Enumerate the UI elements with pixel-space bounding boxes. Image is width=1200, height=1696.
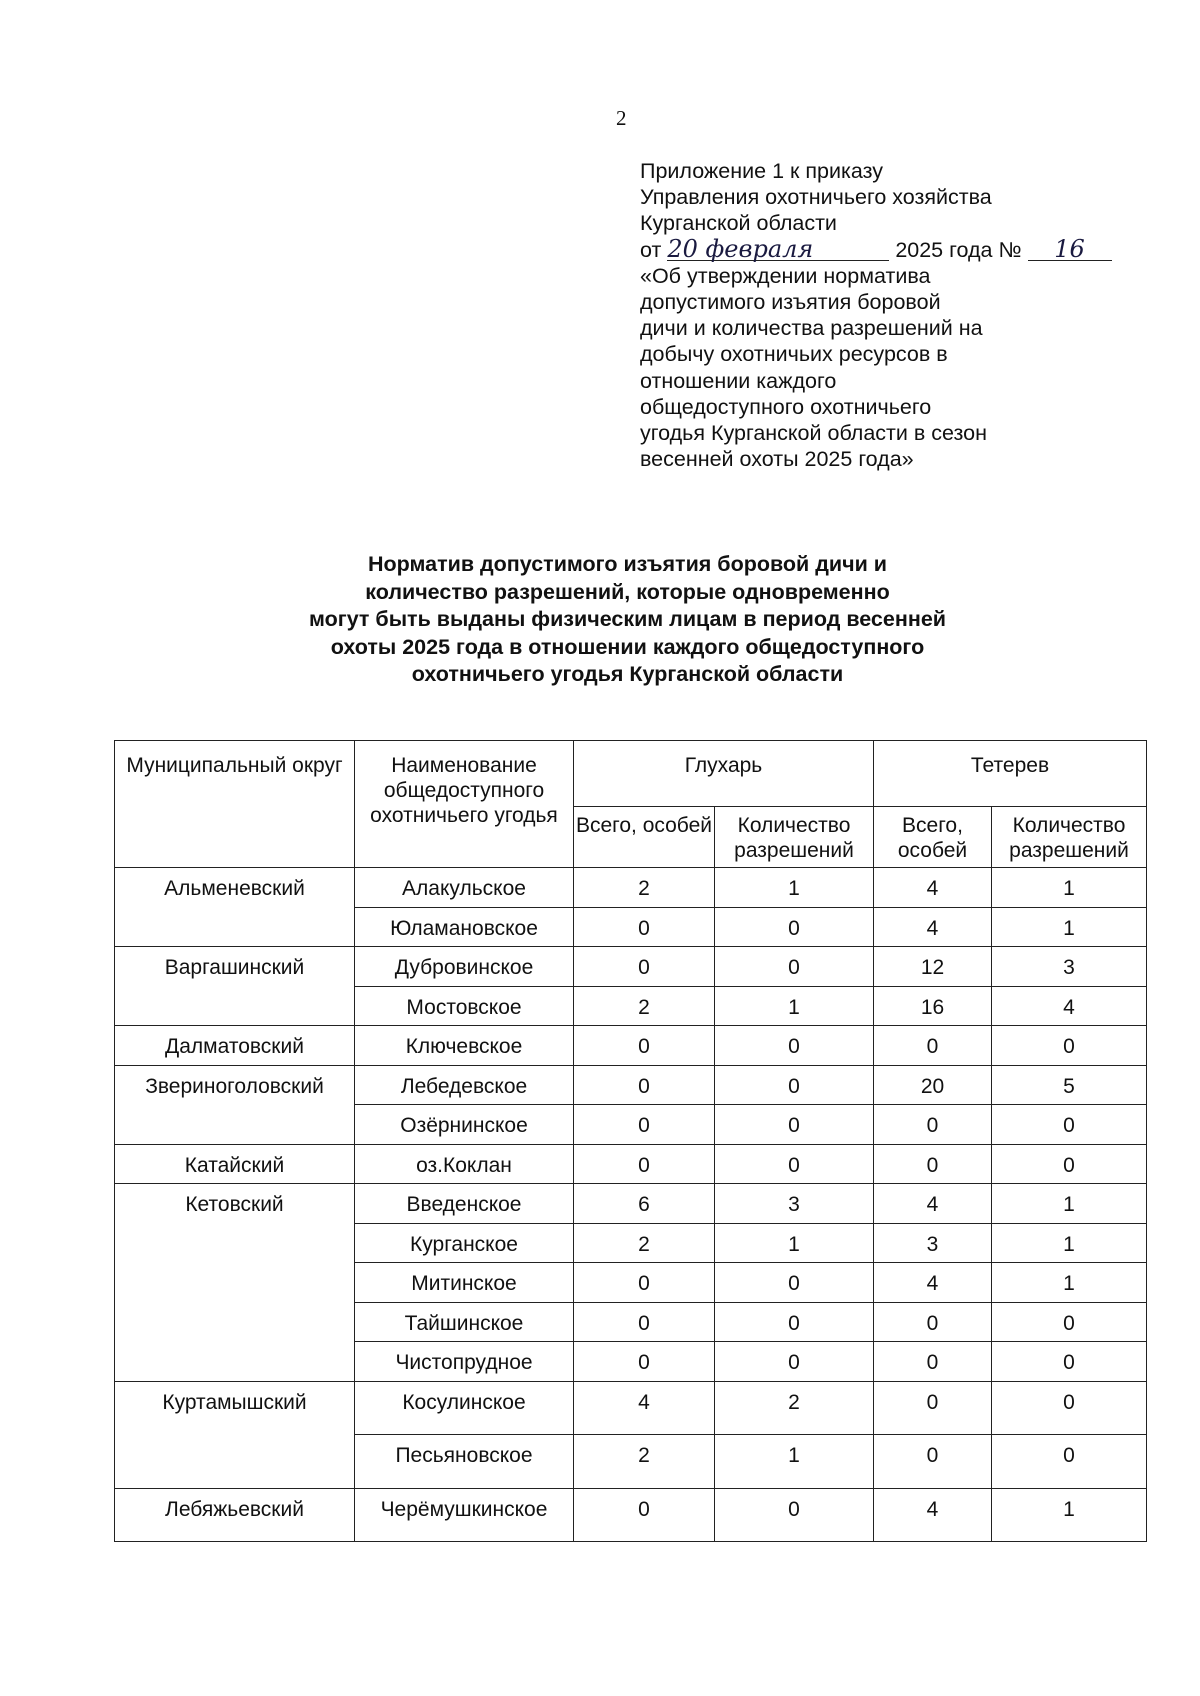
grouse-permits-cell: 1 <box>992 1488 1147 1542</box>
grouse-permits-cell: 0 <box>992 1302 1147 1342</box>
grouse-permits-cell: 0 <box>992 1435 1147 1489</box>
grouse-permits-cell: 0 <box>992 1026 1147 1066</box>
grouse-total-cell: 0 <box>874 1026 992 1066</box>
grouse-total-cell: 0 <box>874 1381 992 1435</box>
capercaillie-permits-cell: 1 <box>715 1223 874 1263</box>
capercaillie-permits-cell: 0 <box>715 1065 874 1105</box>
ground-name-cell: Введенское <box>355 1184 574 1224</box>
capercaillie-total-cell: 2 <box>574 1435 715 1489</box>
capercaillie-total-cell: 0 <box>574 1026 715 1066</box>
grouse-permits-cell: 0 <box>992 1381 1147 1435</box>
ground-name-cell: Ключевское <box>355 1026 574 1066</box>
capercaillie-total-cell: 2 <box>574 986 715 1026</box>
header-capercaillie-total: Всего, особей <box>574 807 715 868</box>
grouse-total-cell: 3 <box>874 1223 992 1263</box>
capercaillie-total-cell: 2 <box>574 1223 715 1263</box>
header-grouse-total: Всего, особей <box>874 807 992 868</box>
appendix-date-line <box>640 234 1112 263</box>
grouse-permits-cell: 5 <box>992 1065 1147 1105</box>
capercaillie-permits-cell: 0 <box>715 1263 874 1303</box>
capercaillie-permits-cell: 0 <box>715 1342 874 1382</box>
capercaillie-total-cell: 0 <box>574 1144 715 1184</box>
title-line: Норматив допустимого изъятия боровой дичи и <box>368 552 887 576</box>
district-cell: Лебяжьевский <box>115 1488 355 1542</box>
title-line: охотничьего угодья Курганской области <box>411 662 844 687</box>
grouse-total-cell: 0 <box>874 1435 992 1489</box>
title-line: могут быть выданы физическим лицам в период весенней <box>308 607 946 632</box>
district-cell: Варгашинский <box>115 947 355 1026</box>
ground-name-cell: Алакульское <box>355 868 574 908</box>
header-ground: Наименование общедоступного охотничьего угодья <box>355 741 574 868</box>
capercaillie-permits-cell: 0 <box>715 1144 874 1184</box>
grouse-total-cell: 12 <box>874 947 992 987</box>
grouse-permits-cell: 1 <box>992 1184 1147 1224</box>
page-number: 2 <box>616 106 627 130</box>
grouse-permits-cell: 1 <box>992 1223 1147 1263</box>
grouse-total-cell: 4 <box>874 1184 992 1224</box>
ground-name-cell: Юламановское <box>355 907 574 947</box>
capercaillie-permits-cell: 1 <box>715 986 874 1026</box>
grouse-permits-cell: 3 <box>992 947 1147 987</box>
appendix-line: Приложение 1 к приказу <box>640 159 883 183</box>
district-cell: Куртамышский <box>115 1381 355 1488</box>
quota-table <box>114 740 1147 1542</box>
grouse-total-cell: 0 <box>874 1105 992 1145</box>
capercaillie-total-cell: 2 <box>574 868 715 908</box>
capercaillie-total-cell: 0 <box>574 1302 715 1342</box>
grouse-total-cell: 0 <box>874 1342 992 1382</box>
capercaillie-total-cell: 0 <box>574 1488 715 1542</box>
ground-name-cell: Озёрнинское <box>355 1105 574 1145</box>
grouse-total-cell: 0 <box>874 1144 992 1184</box>
grouse-permits-cell: 4 <box>992 986 1147 1026</box>
grouse-total-cell: 4 <box>874 868 992 908</box>
grouse-permits-cell: 1 <box>992 907 1147 947</box>
grouse-total-cell: 20 <box>874 1065 992 1105</box>
capercaillie-permits-cell: 1 <box>715 868 874 908</box>
grouse-total-cell: 4 <box>874 1263 992 1303</box>
handwritten-number: 16 <box>1028 238 1112 261</box>
appendix-line: угодья Курганской области в сезон <box>640 421 987 446</box>
grouse-permits-cell: 0 <box>992 1144 1147 1184</box>
header-grouse: Тетерев <box>874 741 1147 807</box>
capercaillie-total-cell: 0 <box>574 1342 715 1382</box>
district-cell: Альменевский <box>115 868 355 947</box>
appendix-line: весенней охоты 2025 года» <box>640 447 914 472</box>
grouse-total-cell: 0 <box>874 1302 992 1342</box>
capercaillie-permits-cell: 0 <box>715 1105 874 1145</box>
date-prefix: от <box>640 237 662 262</box>
ground-name-cell: Лебедевское <box>355 1065 574 1105</box>
capercaillie-total-cell: 0 <box>574 907 715 947</box>
appendix-line: Курганской области <box>640 211 837 236</box>
appendix-line: «Об утверждении норматива <box>640 263 931 288</box>
district-cell: Звериноголовский <box>115 1065 355 1144</box>
district-cell: Далматовский <box>115 1026 355 1066</box>
capercaillie-total-cell: 0 <box>574 1105 715 1145</box>
district-cell: Кетовский <box>115 1184 355 1382</box>
capercaillie-permits-cell: 0 <box>715 1026 874 1066</box>
ground-name-cell: оз.Коклан <box>355 1144 574 1184</box>
capercaillie-total-cell: 0 <box>574 947 715 987</box>
appendix-line: отношении каждого <box>640 368 837 393</box>
table-row <box>115 947 1147 987</box>
title-line: количество разрешений, которые одновременно <box>365 579 890 604</box>
appendix-line: добычу охотничьих ресурсов в <box>640 342 948 367</box>
appendix-line: общедоступного охотничьего <box>640 394 932 419</box>
title-line: охоты 2025 года в отношении каждого общедоступного <box>330 634 925 659</box>
handwritten-date: 20 февраля <box>667 238 889 261</box>
table-row <box>115 1026 1147 1066</box>
grouse-permits-cell: 0 <box>992 1105 1147 1145</box>
grouse-total-cell: 16 <box>874 986 992 1026</box>
capercaillie-permits-cell: 0 <box>715 1488 874 1542</box>
district-cell: Катайский <box>115 1144 355 1184</box>
table-row <box>115 1381 1147 1435</box>
capercaillie-total-cell: 4 <box>574 1381 715 1435</box>
header-capercaillie-permits: Количество разрешений <box>715 807 874 868</box>
appendix-line: дичи и количества разрешений на <box>640 316 983 341</box>
header-grouse-permits: Количество разрешений <box>992 807 1147 868</box>
ground-name-cell: Курганское <box>355 1223 574 1263</box>
capercaillie-permits-cell: 0 <box>715 947 874 987</box>
grouse-permits-cell: 1 <box>992 868 1147 908</box>
table-row <box>115 1184 1147 1224</box>
table-row <box>115 1488 1147 1542</box>
ground-name-cell: Черёмушкинское <box>355 1488 574 1542</box>
capercaillie-permits-cell: 1 <box>715 1435 874 1489</box>
table-row <box>115 1144 1147 1184</box>
ground-name-cell: Тайшинское <box>355 1302 574 1342</box>
ground-name-cell: Митинское <box>355 1263 574 1303</box>
ground-name-cell: Дубровинское <box>355 947 574 987</box>
capercaillie-permits-cell: 0 <box>715 1302 874 1342</box>
document-title <box>200 551 1055 689</box>
header-district: Муниципальный округ <box>115 741 355 868</box>
ground-name-cell: Мостовское <box>355 986 574 1026</box>
capercaillie-permits-cell: 3 <box>715 1184 874 1224</box>
ground-name-cell: Косулинское <box>355 1381 574 1435</box>
ground-name-cell: Песьяновское <box>355 1435 574 1489</box>
capercaillie-total-cell: 6 <box>574 1184 715 1224</box>
appendix-block <box>640 158 1112 472</box>
grouse-total-cell: 4 <box>874 907 992 947</box>
capercaillie-permits-cell: 2 <box>715 1381 874 1435</box>
grouse-permits-cell: 1 <box>992 1263 1147 1303</box>
appendix-line: допустимого изъятия боровой <box>640 290 941 315</box>
capercaillie-total-cell: 0 <box>574 1065 715 1105</box>
grouse-total-cell: 4 <box>874 1488 992 1542</box>
ground-name-cell: Чистопрудное <box>355 1342 574 1382</box>
year-text: 2025 года № <box>895 237 1022 262</box>
capercaillie-permits-cell: 0 <box>715 907 874 947</box>
capercaillie-total-cell: 0 <box>574 1263 715 1303</box>
header-capercaillie: Глухарь <box>574 741 874 807</box>
table-row <box>115 1065 1147 1105</box>
appendix-line: Управления охотничьего хозяйства <box>640 185 992 210</box>
table-row <box>115 868 1147 908</box>
grouse-permits-cell: 0 <box>992 1342 1147 1382</box>
